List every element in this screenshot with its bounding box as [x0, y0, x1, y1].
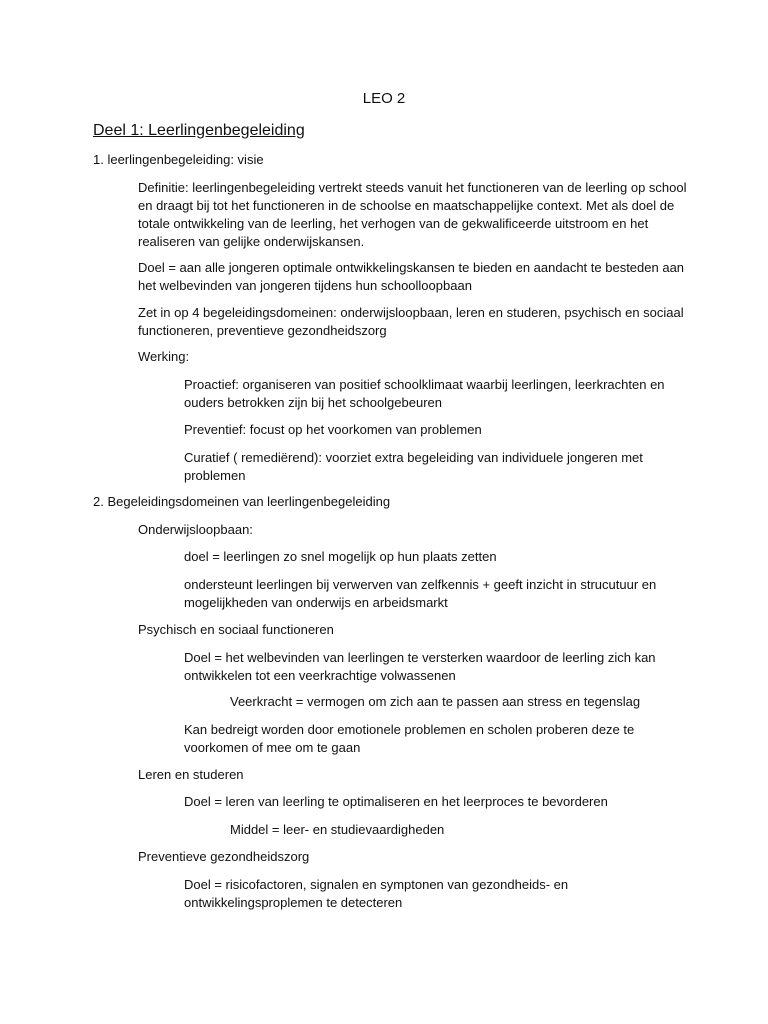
item-curatief: Curatief ( remediërend): voorziet extra begeleiding van individuele jongeren met problemen	[184, 450, 643, 483]
subheading-gezondheidszorg: Preventieve gezondheidszorg	[138, 849, 310, 864]
section-heading: Deel 1: Leerlingenbegeleiding	[93, 122, 305, 139]
item-veerkracht: Veerkracht = vermogen om zich aan te passen aan stress en tegenslag	[230, 694, 641, 709]
numbered-heading-domeinen: 2. Begeleidingsdomeinen van leerlingenbegeleiding	[93, 494, 391, 509]
item-bedreigd: Kan bedreigt worden door emotionele problemen en scholen proberen deze te voorkomen of mee om te gaan	[184, 722, 635, 755]
subheading-leren-studeren: Leren en studeren	[138, 767, 244, 782]
item-leren-doel: Doel = leren van leerling te optimaliseren en het leerproces te bevorderen	[184, 794, 608, 809]
item-preventief: Preventief: focust op het voorkomen van problemen	[184, 422, 482, 437]
paragraph-domeinen: Zet in op 4 begeleidingsdomeinen: onderwijsloopbaan, leren en studeren, psychisch en sociaal functioneren, preventieve gezondheidszorg	[138, 305, 684, 338]
numbered-heading-visie: 1. leerlingenbegeleiding: visie	[93, 152, 264, 167]
document-title: LEO 2	[362, 90, 406, 107]
paragraph-definitie: Definitie: leerlingenbegeleiding vertrekt steeds vanuit het functioneren van de leerling op school en draagt bij tot het functioneren in de schoolse en maatschappelijke context. Met als doel de totale ontwikkeling van de leerling, het verhogen van de gekwalificeerde uitstroom en het realiseren van gelijke onderwijskansen.	[138, 180, 687, 249]
subheading-onderwijsloopbaan: Onderwijsloopbaan:	[138, 522, 253, 537]
item-proactief: Proactief: organiseren van positief schoolklimaat waarbij leerlingen, leerkrachten en ouders betrokken zijn bij het schoolgebeuren	[184, 377, 665, 410]
item-middel: Middel = leer- en studievaardigheden	[230, 822, 445, 837]
item-onderwijsloopbaan-doel: doel = leerlingen zo snel mogelijk op hun plaats zetten	[184, 549, 497, 564]
item-psychisch-doel: Doel = het welbevinden van leerlingen te versterken waardoor de leerling zich kan ontwikkelen tot een veerkrachtige volwassenen	[184, 650, 656, 683]
item-gezondheidszorg-doel: Doel = risicofactoren, signalen en symptonen van gezondheids- en ontwikkelingsproplemen te detecteren	[184, 877, 569, 910]
label-werking: Werking:	[138, 349, 190, 364]
item-onderwijsloopbaan-ondersteunt: ondersteunt leerlingen bij verwerven van zelfkennis + geeft inzicht in strucutuur en mogelijkheden van onderwijs en arbeidsmarkt	[184, 577, 657, 610]
paragraph-doel: Doel = aan alle jongeren optimale ontwikkelingskansen te bieden en aandacht te besteden aan het welbevinden van jongeren tijdens hun schoolloopbaan	[138, 260, 685, 293]
subheading-psychisch-sociaal: Psychisch en sociaal functioneren	[138, 622, 334, 637]
